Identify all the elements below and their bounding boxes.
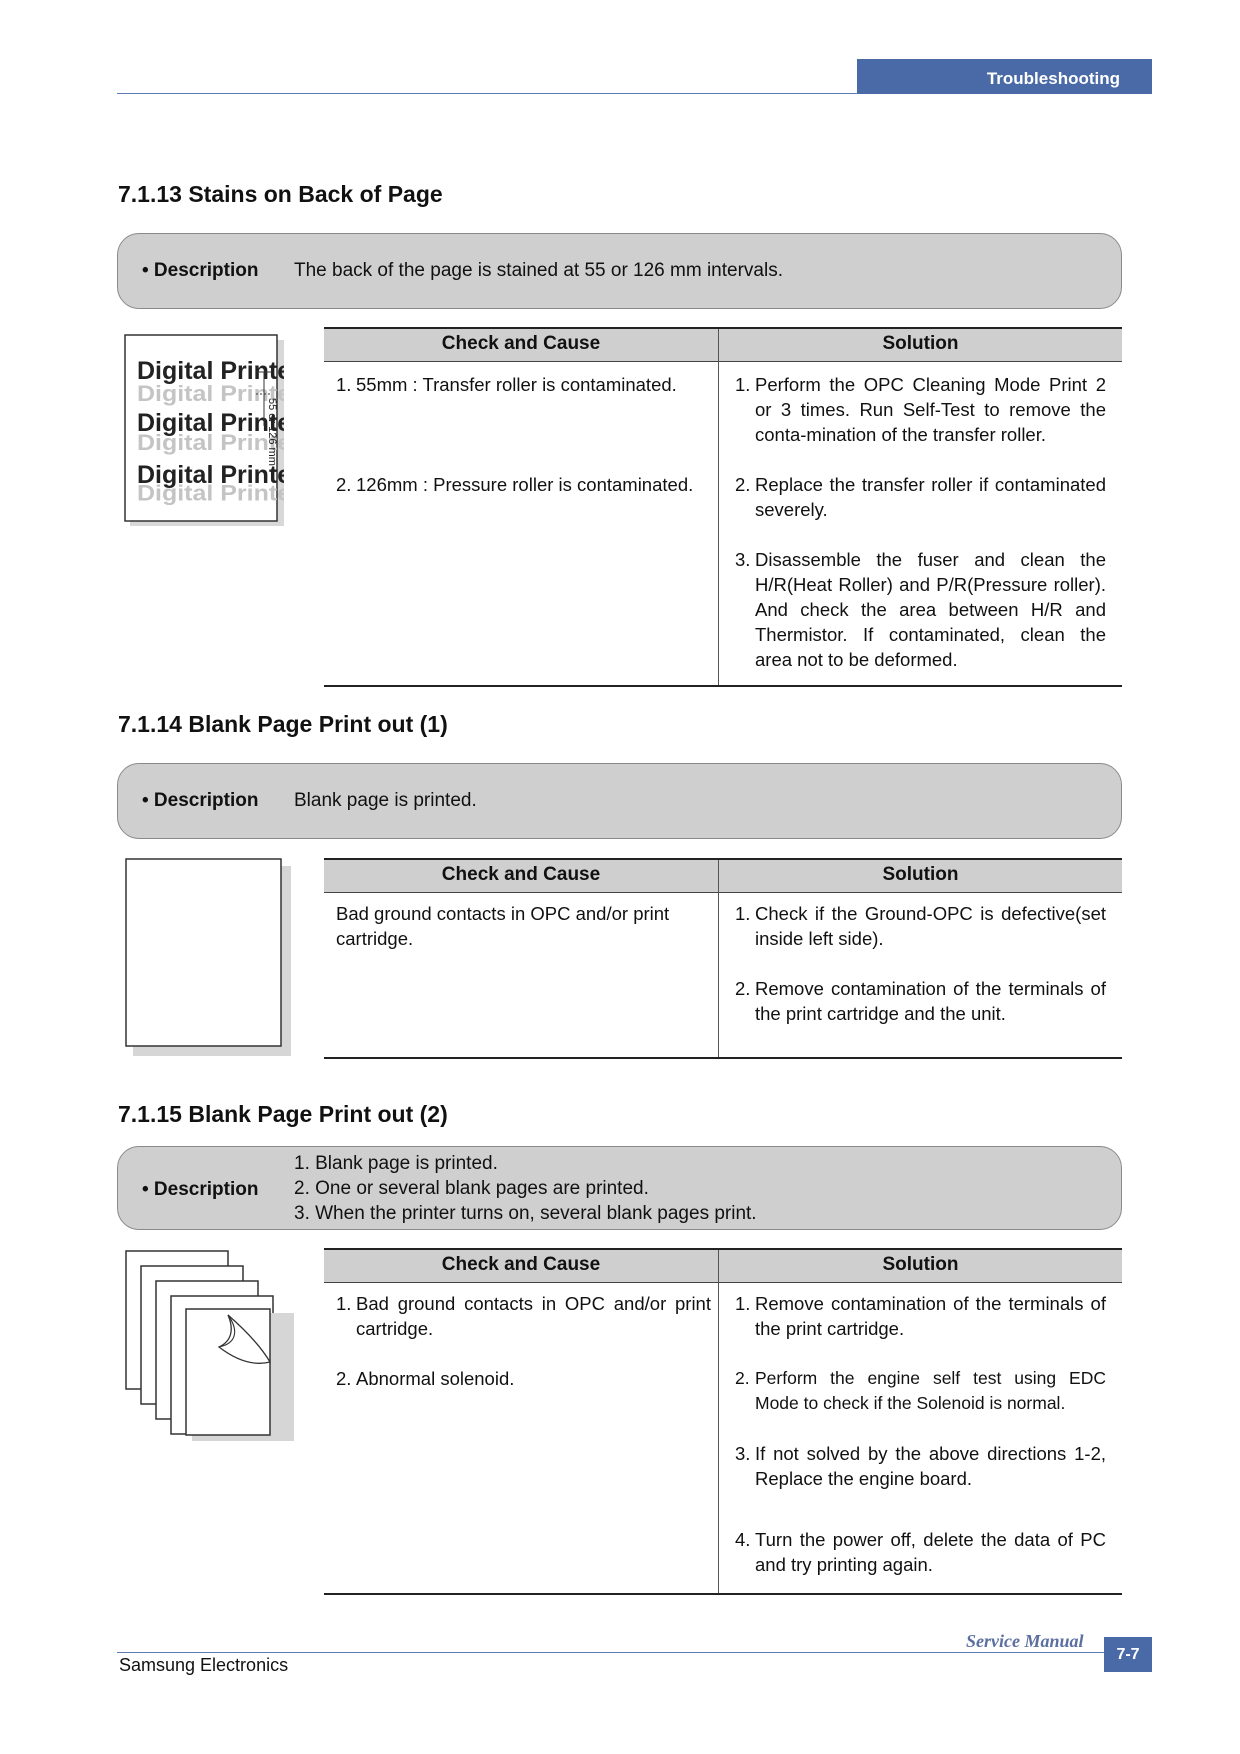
multiple-blank-pages-illustration (122, 1247, 294, 1441)
description-box (117, 1146, 1122, 1230)
column-divider (718, 860, 719, 1057)
description-line: 3. When the printer turns on, several blank pages print. (294, 1203, 757, 1224)
description-label: • Description (142, 1179, 259, 1200)
solution-item: 3. If not solved by the above directions 1-2, Replace the engine board. (735, 1443, 1106, 1489)
description-label: • Description (142, 260, 259, 281)
solution-item: 2. Remove contamination of the terminals of the print cartridge and the unit. (735, 978, 1106, 1024)
check-solution-table (324, 1248, 1122, 1595)
dimension-label: 55 or 126 mm (266, 398, 278, 466)
description-text: The back of the page is stained at 55 or 126 mm intervals. (294, 260, 783, 281)
solution-item: 2. Perform the engine self test using EDC Mode to check if the Solenoid is normal. (735, 1368, 1106, 1413)
description-box (117, 763, 1122, 839)
page-number: 7-7 (1104, 1637, 1152, 1672)
description-box (117, 233, 1122, 309)
figure-text: Digital Print (137, 461, 278, 489)
solution-item: 4. Turn the power off, delete the data of PC and try printing again. (735, 1529, 1106, 1575)
cause-item: Bad ground contacts in OPC and/or print cartridge. (336, 903, 670, 949)
cause-item: 2. 126mm : Pressure roller is contaminated. (336, 474, 694, 495)
svg-text:Digital Printer: Digital Print (137, 480, 278, 507)
table-header (324, 1250, 1122, 1283)
header-section-tab: Troubleshooting (857, 59, 1152, 94)
description-text: Blank page is printed. (294, 790, 477, 811)
solution-item: 2. Replace the transfer roller if contaminated severely. (735, 474, 1106, 520)
cause-item: 2. Abnormal solenoid. (336, 1368, 515, 1389)
column-header-solution: Solution (882, 864, 959, 885)
blank-page-illustration (125, 858, 293, 1058)
svg-text:Digital Printer: Digital Print (137, 381, 278, 407)
footer-rule (117, 1652, 1152, 1653)
column-header-check-and-cause: Check and Cause (441, 333, 601, 354)
column-divider (718, 329, 719, 685)
svg-text:Digital Printer: Digital Print (137, 430, 278, 456)
solution-item: 1. Perform the OPC Cleaning Mode Print 2 or 3 times. Run Self-Test to remove the conta-mination of the transfer roller. (735, 374, 1106, 445)
column-header-solution: Solution (882, 333, 959, 354)
table-header (324, 329, 1122, 362)
column-header-solution: Solution (882, 1254, 959, 1275)
description-line: 2. One or several blank pages are printed. (294, 1178, 649, 1199)
check-solution-table (324, 858, 1122, 1059)
cause-item: 1. 55mm : Transfer roller is contaminated. (336, 374, 677, 395)
check-solution-table (324, 327, 1122, 687)
table-header (324, 860, 1122, 893)
section-title: 7.1.13 Stains on Back of Page (118, 181, 443, 207)
description-line: 1. Blank page is printed. (294, 1153, 498, 1174)
description-label: • Description (142, 790, 259, 811)
figure-text: Digital Print (137, 357, 278, 385)
cause-item: 1. Bad ground contacts in OPC and/or print cartridge. (336, 1293, 711, 1339)
footer-company: Samsung Electronics (119, 1655, 289, 1675)
figure-text: Digital Print (137, 409, 278, 437)
solution-item: 1. Check if the Ground-OPC is defective(set inside left side). (735, 903, 1106, 949)
solution-item: 1. Remove contamination of the terminals of the print cartridge. (735, 1293, 1106, 1339)
column-header-check-and-cause: Check and Cause (441, 864, 601, 885)
section-title: 7.1.14 Blank Page Print out (1) (118, 711, 448, 737)
column-header-check-and-cause: Check and Cause (441, 1254, 601, 1275)
column-divider (718, 1250, 719, 1593)
stained-page-illustration (124, 334, 284, 526)
section-title: 7.1.15 Blank Page Print out (2) (118, 1101, 448, 1127)
footer-manual-title: Service Manual (966, 1631, 1084, 1651)
solution-item: 3. Disassemble the fuser and clean the H/R(Heat Roller) and P/R(Pressure roller). And check the area between H/R and Thermistor. If contaminated, clean the area not to be deformed. (735, 549, 1106, 670)
